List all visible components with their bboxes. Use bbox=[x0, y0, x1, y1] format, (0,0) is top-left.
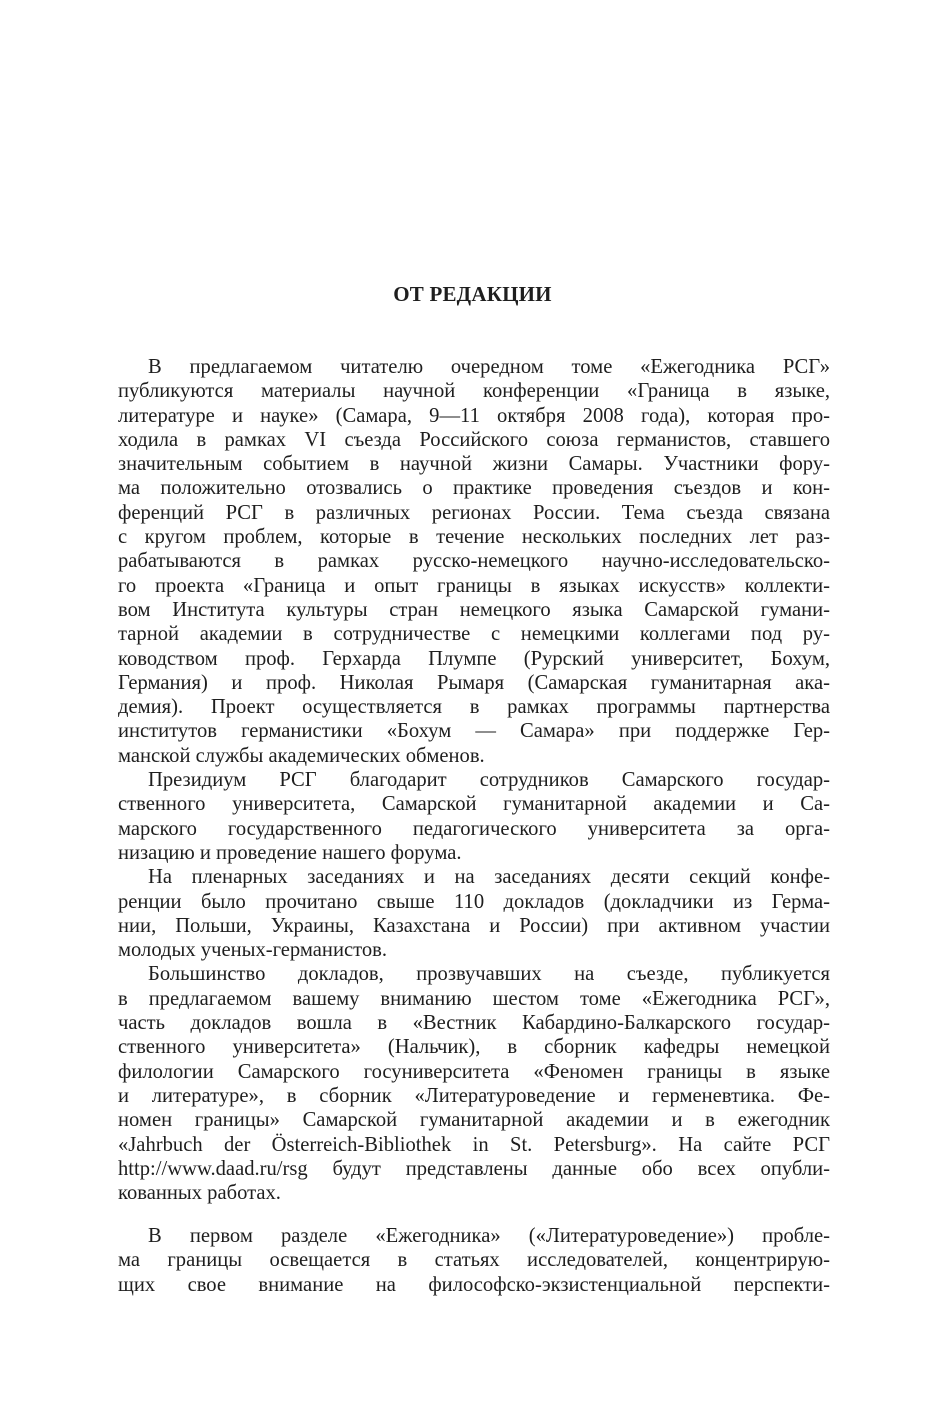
text-line: часть докладов вошла в «Вестник Кабардино-Балкарского государ- bbox=[118, 1012, 830, 1035]
text-line: молодых ученых-германистов. bbox=[118, 939, 388, 962]
text-line: институтов германистики «Бохум — Самара» при поддержке Гер- bbox=[118, 720, 830, 743]
text-line: ренции было прочитано свыше 110 докладов (докладчики из Герма- bbox=[118, 890, 830, 913]
text-line: рабатываются в рамках русско-немецкого научно-исследовательско- bbox=[118, 550, 830, 573]
text-line: В первом разделе «Ежегодника» («Литературоведение») пробле- bbox=[148, 1225, 830, 1247]
text-line: ференций РСГ в различных регионах России. Тема съезда связана bbox=[118, 501, 830, 524]
text-line: номен границы» Самарской гуманитарной академии и в ежегодник bbox=[118, 1109, 830, 1132]
text-line: «Jahrbuch der Österreich-Bibliothek in St. Petersburg». На сайте РСГ bbox=[118, 1133, 830, 1156]
text-line: Большинство докладов, прозвучавших на съезде, публикуется bbox=[148, 963, 830, 986]
text-line: тарной академии в сотрудничестве с немецкими коллегами под ру- bbox=[118, 623, 830, 646]
text-line: значительным событием в научной жизни Самары. Участники фору- bbox=[118, 453, 830, 476]
text-line: марского государственного педагогического университета за орга- bbox=[118, 817, 830, 840]
text-line: низацию и проведение нашего форума. bbox=[118, 841, 462, 864]
text-line: в предлагаемом вашему вниманию шестом томе «Ежегодника РСГ», bbox=[118, 987, 830, 1010]
text-line: http://www.daad.ru/rsg будут представлены данные обо всех опубли- bbox=[118, 1157, 830, 1180]
text-line: Президиум РСГ благодарит сотрудников Самарского государ- bbox=[148, 769, 830, 792]
text-line: ственного университета, Самарской гуманитарной академии и Са- bbox=[118, 793, 830, 816]
text-line: В предлагаемом читателю очередном томе «Ежегодника РСГ» bbox=[148, 356, 830, 378]
text-line: ходила в рамках VI съезда Российского союза германистов, ставшего bbox=[118, 428, 830, 451]
text-line: щих свое внимание на философско-экзистенциальной перспекти- bbox=[118, 1273, 830, 1296]
text-line: ма границы освещается в статьях исследователей, концентрирую- bbox=[118, 1249, 830, 1272]
text-line: ководством проф. Герхарда Плумпе (Рурский университет, Бохум, bbox=[118, 647, 830, 670]
text-line: манской службы академических обменов. bbox=[118, 744, 485, 767]
text-line: кованных работах. bbox=[118, 1182, 281, 1205]
text-line: демия). Проект осуществляется в рамках программы партнерства bbox=[118, 696, 830, 719]
page-title: ОТ РЕДАКЦИИ bbox=[393, 282, 552, 306]
text-line: литературе и науке» (Самара, 9—11 октября 2008 года), которая про- bbox=[118, 404, 830, 427]
text-line: нии, Польши, Украины, Казахстана и России) при активном участии bbox=[118, 914, 830, 937]
text-line: Германия) и проф. Николая Рымаря (Самарская гуманитарная ака- bbox=[118, 671, 830, 694]
text-line: вом Института культуры стран немецкого языка Самарской гумани- bbox=[118, 598, 830, 621]
text-line: На пленарных заседаниях и на заседаниях десяти секций конфе- bbox=[148, 866, 830, 889]
text-line: филологии Самарского госуниверситета «Феномен границы в языке bbox=[118, 1060, 830, 1083]
body-text-block-2 bbox=[118, 1224, 830, 1297]
text-line: и литературе», в сборник «Литературоведение и герменевтика. Фе- bbox=[118, 1084, 830, 1107]
text-line: ственного университета» (Нальчик), в сборник кафедры немецкой bbox=[118, 1036, 830, 1059]
text-line: го проекта «Граница и опыт границы в языках искусств» коллекти- bbox=[118, 574, 830, 597]
text-line: с кругом проблем, которые в течение нескольких последних лет раз- bbox=[118, 526, 830, 549]
body-text-block-1 bbox=[118, 355, 830, 1205]
text-line: публикуются материалы научной конференции «Граница в языке, bbox=[118, 380, 830, 403]
text-line: ма положительно отозвались о практике проведения съездов и кон- bbox=[118, 477, 830, 500]
